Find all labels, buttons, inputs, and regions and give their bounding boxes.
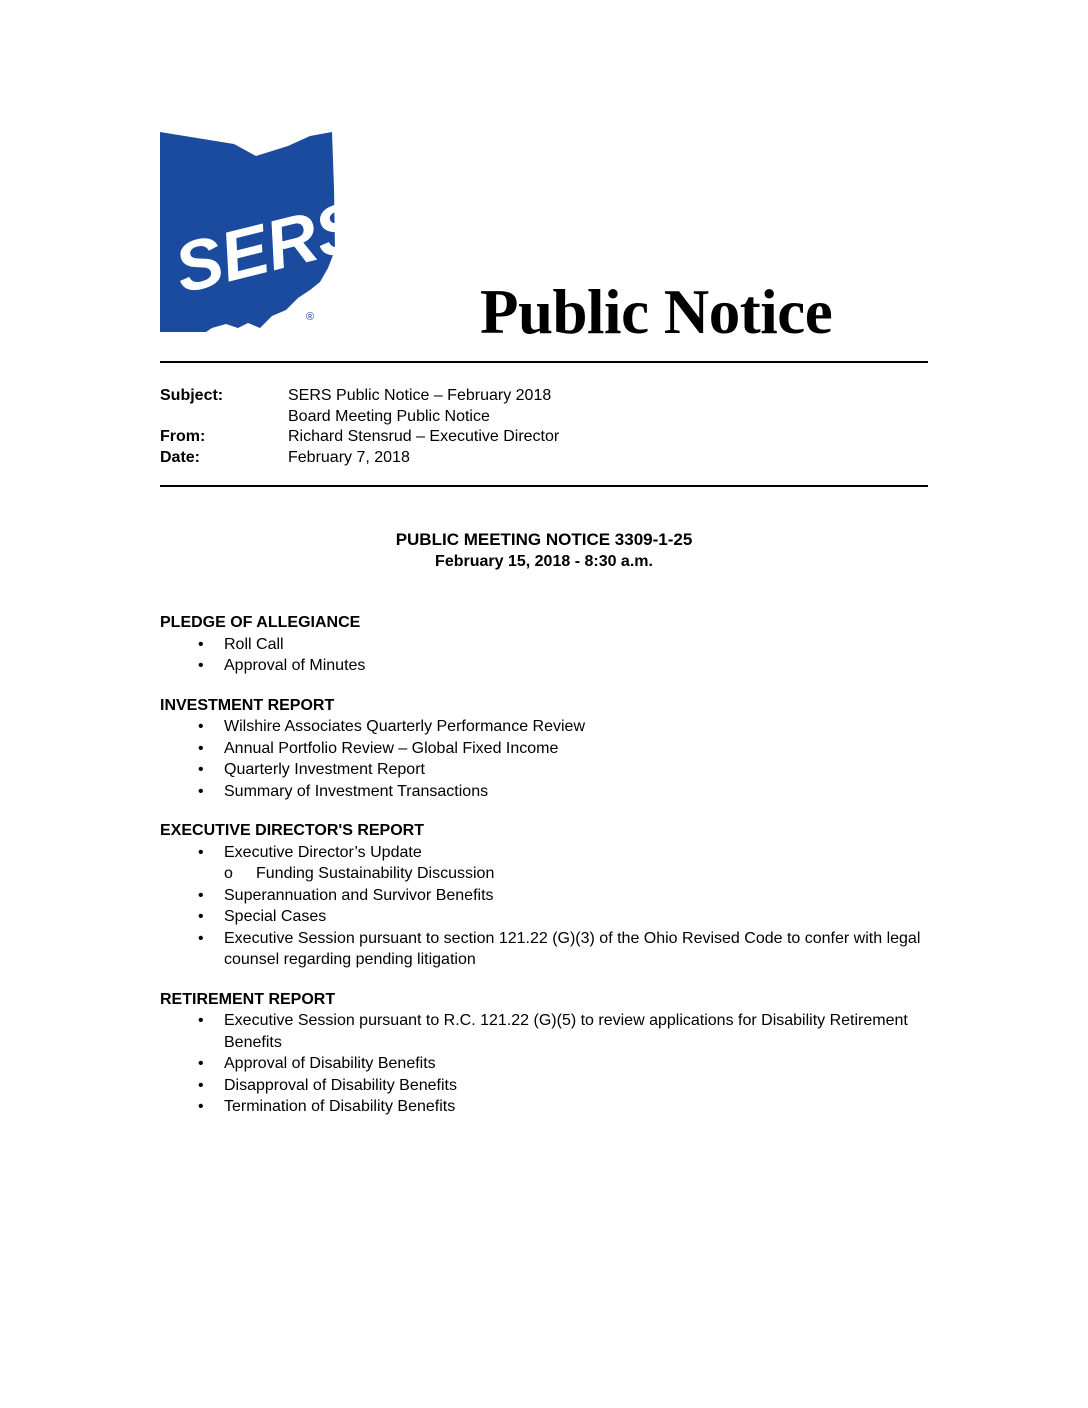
agenda-item-text: Termination of Disability Benefits [224, 1098, 456, 1115]
agenda-item [160, 738, 930, 760]
agenda-item-text: Executive Session pursuant to R.C. 121.22 (G)(5) to review applications for Disability Retirement Benefits [224, 1012, 908, 1051]
agenda-item-text: Executive Session pursuant to section 121.22 (G)(3) of the Ohio Revised Code to confer with legal counsel regarding pending litigation [224, 929, 921, 968]
agenda-section [160, 612, 930, 677]
meeting-notice-title: PUBLIC MEETING NOTICE 3309-1-25 [395, 530, 693, 549]
memo-row [160, 448, 928, 469]
logo-text: SERS [167, 185, 371, 308]
agenda [160, 612, 930, 1136]
registered-mark: ® [306, 311, 315, 323]
memo-value: Richard Stensrud – Executive Director [288, 428, 560, 445]
agenda-item [160, 1053, 930, 1075]
agenda-subitem: o Funding Sustainability Discussion [224, 863, 930, 885]
agenda-item [160, 1096, 930, 1118]
agenda-item [160, 928, 930, 971]
memo-row [160, 407, 928, 428]
memo-label: Date: [160, 448, 201, 466]
agenda-item [160, 655, 930, 677]
agenda-item [160, 759, 930, 781]
divider-bottom [160, 485, 928, 487]
agenda-item [160, 906, 930, 928]
memo-value: February 7, 2018 [288, 448, 410, 466]
agenda-item [160, 716, 930, 738]
agenda-item-text: Quarterly Investment Report [224, 761, 425, 778]
agenda-item [160, 1075, 930, 1097]
memo-row [160, 427, 928, 448]
agenda-item-text: Approval of Disability Benefits [224, 1055, 436, 1072]
agenda-item-text: Disapproval of Disability Benefits [224, 1076, 457, 1094]
agenda-item-text: Annual Portfolio Review – Global Fixed Income [224, 739, 559, 757]
agenda-section [160, 695, 930, 803]
agenda-item-text: Special Cases [224, 908, 327, 925]
agenda-item-text: Executive Director’s Update [224, 843, 422, 861]
agenda-section [160, 820, 930, 971]
agenda-item [160, 781, 930, 803]
page-title: Public Notice [480, 277, 833, 347]
memo-label [160, 407, 288, 428]
agenda-item-text: Wilshire Associates Quarterly Performance Review [224, 718, 586, 735]
memo-value: SERS Public Notice – February 2018 [288, 387, 552, 404]
divider-top [160, 361, 928, 363]
memo-label: From: [160, 428, 206, 445]
memo-row [160, 386, 928, 407]
agenda-item [160, 1010, 930, 1053]
ohio-state-logo-icon [160, 132, 371, 332]
agenda-item-text: Approval of Minutes [224, 657, 366, 674]
memo-value: Board Meeting Public Notice [288, 407, 490, 425]
agenda-item-text: Summary of Investment Transactions [224, 782, 489, 800]
agenda-item [160, 885, 930, 907]
meeting-date-time: February 15, 2018 - 8:30 a.m. [435, 553, 653, 570]
sers-logo [160, 132, 371, 332]
section-title: RETIREMENT REPORT [160, 990, 336, 1008]
section-title: EXECUTIVE DIRECTOR'S REPORT [160, 822, 424, 839]
agenda-item-text: Superannuation and Survivor Benefits [224, 886, 494, 904]
memo-label: Subject: [160, 387, 224, 404]
agenda-item [160, 842, 930, 885]
section-title: INVESTMENT REPORT [160, 696, 335, 714]
memo-header [160, 386, 928, 468]
agenda-section [160, 989, 930, 1118]
agenda-item-text: Roll Call [224, 635, 284, 653]
agenda-item [160, 634, 930, 656]
section-title: PLEDGE OF ALLEGIANCE [160, 614, 361, 631]
